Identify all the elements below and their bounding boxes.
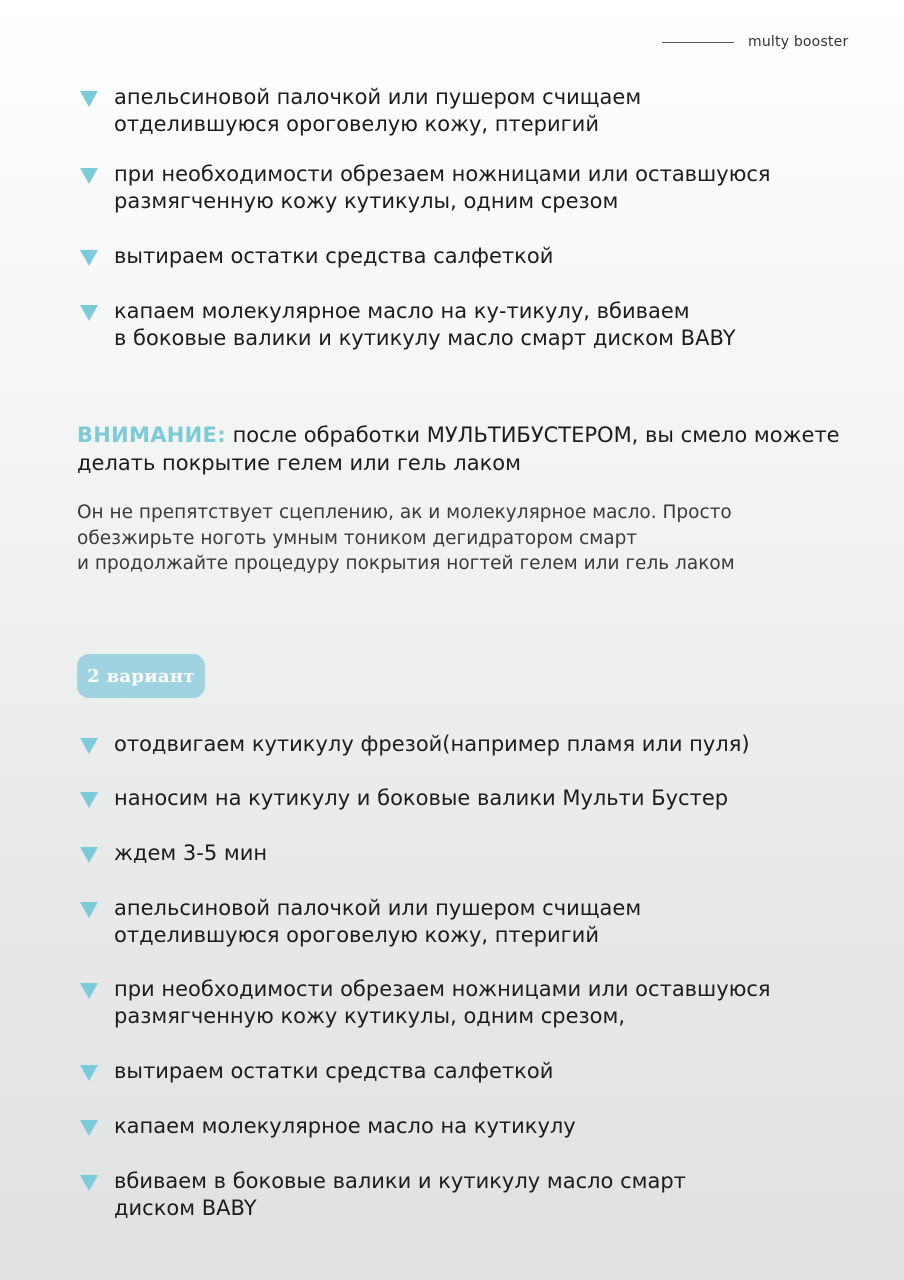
list-item-text: капаем молекулярное масло на ку-тикулу, вбиваем в боковые валики и кутикулу масло смарт диском BABY	[114, 299, 736, 350]
attention-paragraph	[77, 421, 867, 477]
header-title: multy booster	[748, 34, 849, 50]
list-item	[78, 298, 868, 352]
list-item-text: ждем 3-5 мин	[114, 841, 268, 865]
list-item-text: при необходимости обрезаем ножницами или оставшуюся размягченную кожу кутикулы, одним срезом,	[114, 977, 771, 1028]
list-item-text: при необходимости обрезаем ножницами или оставшуюся размягченную кожу кутикулы, одним срезом	[114, 162, 771, 213]
list-item	[78, 84, 868, 138]
header-divider-line	[662, 42, 734, 43]
triangle-bullet-icon	[78, 734, 100, 756]
note-paragraph: Он не препятствует сцеплению, ак и молекулярное масло. Просто обезжирьте ноготь умным тоником дегидратором смарт и продолжайте процедуру покрытия ногтей гелем или гель лаком	[77, 502, 735, 574]
triangle-bullet-icon	[78, 1116, 100, 1138]
list-item	[78, 1168, 868, 1222]
list-item	[78, 1113, 868, 1140]
list-item-text: отодвигаем кутикулу фрезой(например пламя или пуля)	[114, 732, 750, 756]
triangle-bullet-icon	[78, 301, 100, 323]
attention-label: ВНИМАНИЕ:	[77, 423, 226, 447]
triangle-bullet-icon	[78, 87, 100, 109]
page-header	[662, 32, 848, 52]
list-item	[78, 161, 868, 215]
list-item	[78, 243, 868, 270]
triangle-bullet-icon	[78, 164, 100, 186]
list-item	[78, 976, 868, 1030]
list-item	[78, 731, 868, 758]
list-item-text: вытираем остатки средства салфеткой	[114, 1059, 554, 1083]
triangle-bullet-icon	[78, 979, 100, 1001]
list-item	[78, 895, 868, 949]
variant-badge: 2 вариант	[77, 654, 205, 698]
list-item-text: апельсиновой палочкой или пушером счищаем отделившуюся ороговелую кожу, птеригий	[114, 85, 642, 136]
triangle-bullet-icon	[78, 898, 100, 920]
triangle-bullet-icon	[78, 788, 100, 810]
list-item	[78, 1058, 868, 1085]
list-item-text: апельсиновой палочкой или пушером счищаем отделившуюся ороговелую кожу, птеригий	[114, 896, 642, 947]
list-item	[78, 840, 868, 867]
list-item-text: капаем молекулярное масло на кутикулу	[114, 1114, 576, 1138]
triangle-bullet-icon	[78, 1061, 100, 1083]
triangle-bullet-icon	[78, 246, 100, 268]
attention-text: после обработки МУЛЬТИБУСТЕРОМ, вы смело можете делать покрытие гелем или гель лаком	[77, 423, 840, 475]
list-item-text: вытираем остатки средства салфеткой	[114, 244, 554, 268]
triangle-bullet-icon	[78, 1171, 100, 1193]
list-item	[78, 785, 868, 812]
triangle-bullet-icon	[78, 843, 100, 865]
list-item-text: вбиваем в боковые валики и кутикулу масло смарт диском BABY	[114, 1169, 686, 1220]
list-item-text: наносим на кутикулу и боковые валики Мульти Бустер	[114, 786, 729, 810]
